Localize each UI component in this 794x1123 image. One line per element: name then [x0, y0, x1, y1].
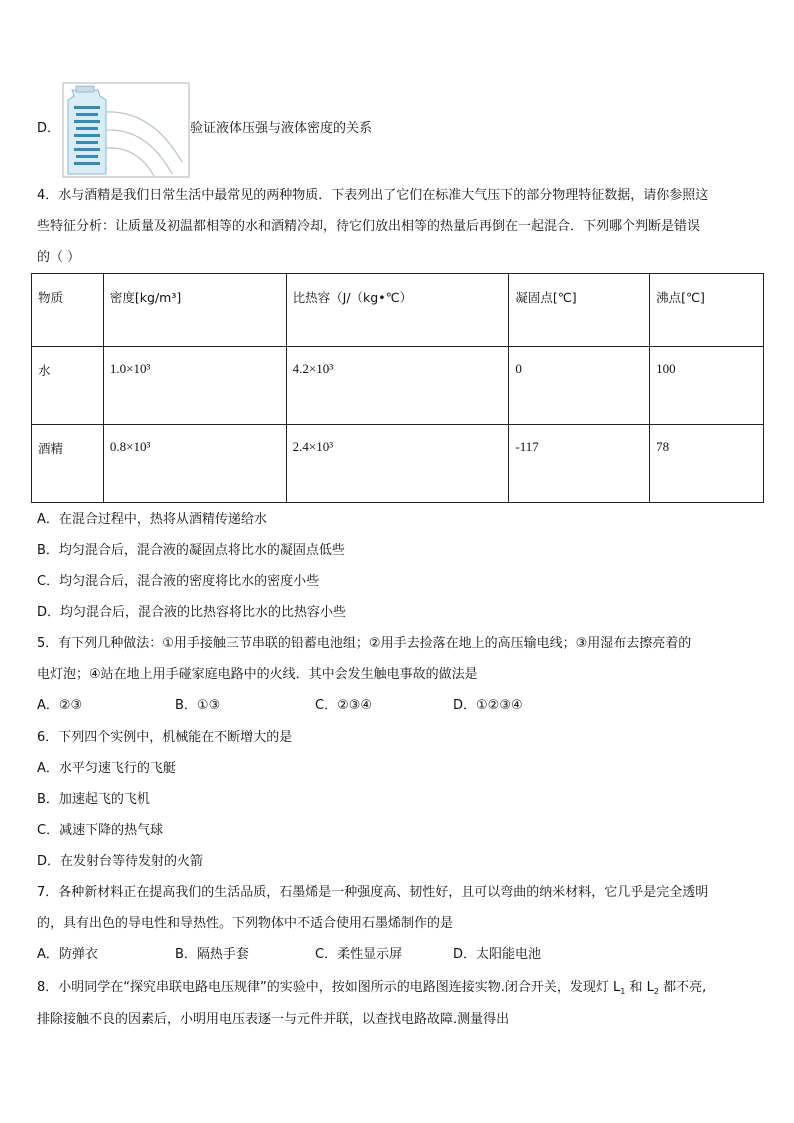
table-header-row	[32, 274, 764, 347]
q4-stem-line3: 的（ ）	[37, 250, 81, 265]
q5-option-c: C．②③④	[315, 698, 373, 713]
q4-stem-line2: 些特征分析：让质量及初温都相等的水和酒精冷却，待它们放出相等的热量后再倒在一起混合．下列哪个判断是错误	[37, 219, 701, 234]
q4-option-b: B．均匀混合后，混合液的凝固点将比水的凝固点低些	[37, 543, 345, 558]
q7-stem-line2: 的，具有出色的导电性和导热性。下列物体中不适合使用石墨烯制作的是	[37, 916, 454, 931]
table-cell: 1.0×10³	[103, 347, 286, 425]
q8-sub-1: 1	[620, 987, 626, 996]
table-cell: 0	[509, 347, 650, 425]
bottle-experiment-figure	[62, 82, 190, 178]
table-cell: -117	[509, 425, 650, 503]
q5-option-b: B．①③	[175, 698, 221, 713]
q6-option-c: C．减速下降的热气球	[37, 823, 164, 838]
q5-stem-line2: 电灯泡；④站在地上用手碰家庭电路中的火线．其中会发生触电事故的做法是	[37, 667, 478, 682]
table-cell: 4.2×10³	[286, 347, 509, 425]
q8-text-b: 和 L	[625, 980, 654, 995]
q3-option-d-text: 验证液体压强与液体密度的关系	[190, 121, 373, 136]
q4-option-c: C．均匀混合后，混合液的密度将比水的密度小些	[37, 574, 320, 589]
table-header-cell: 比热容（J/（kg•℃）	[286, 274, 509, 347]
q6-option-b: B．加速起飞的飞机	[37, 792, 150, 807]
table-header-cell: 沸点[℃]	[650, 274, 764, 347]
table-cell: 水	[32, 347, 104, 425]
table-row	[32, 425, 764, 503]
table-cell: 2.4×10³	[286, 425, 509, 503]
table-row	[32, 347, 764, 425]
q6-stem: 6．下列四个实例中，机械能在不断增大的是	[37, 730, 293, 745]
q7-option-b: B．隔热手套	[175, 947, 249, 962]
properties-table	[31, 273, 764, 503]
q8-text-a: 8．小明同学在“探究串联电路电压规律”的实验中，按如图所示的电路图连接实物.闭合开关，发现灯 L	[37, 980, 621, 995]
table-cell: 78	[650, 425, 764, 503]
q8-stem-line2: 排除接触不良的因素后，小明用电压表逐一与元件并联，以查找电路故障.测量得出	[37, 1012, 510, 1027]
table-header-cell: 凝固点[℃]	[509, 274, 650, 347]
q4-option-a: A．在混合过程中，热将从酒精传递给水	[37, 512, 267, 527]
table-header-cell: 密度[kg/m³]	[103, 274, 286, 347]
q6-option-a: A．水平匀速飞行的飞艇	[37, 761, 176, 776]
q6-option-d: D．在发射台等待发射的火箭	[37, 854, 204, 869]
q4-stem-line1: 4．水与酒精是我们日常生活中最常见的两种物质．下表列出了它们在标准大气压下的部分物理特征数据，请你参照这	[37, 188, 709, 203]
q7-stem-line1: 7．各种新材料正在提高我们的生活品质，石墨烯是一种强度高、韧性好，且可以弯曲的纳米材料，它几乎是完全透明	[37, 885, 709, 900]
q5-option-a: A．②③	[37, 698, 83, 713]
q8-sub-2: 2	[653, 987, 659, 996]
q4-option-d: D．均匀混合后，混合液的比热容将比水的比热容小些	[37, 605, 347, 620]
q8-stem-line1	[37, 979, 706, 998]
q7-option-a: A．防弹衣	[37, 947, 98, 962]
table-cell: 0.8×10³	[103, 425, 286, 503]
q7-option-d: D．太阳能电池	[453, 947, 542, 962]
q5-stem-line1: 5．有下列几种做法：①用手接触三节串联的铅蓄电池组；②用手去捡落在地上的高压输电线；③用湿布去擦亮着的	[37, 636, 692, 651]
table-cell: 100	[650, 347, 764, 425]
q8-text-c: 都不亮,	[658, 980, 707, 995]
q5-option-d: D．①②③④	[453, 698, 523, 713]
q3-option-d-letter: D．	[37, 121, 61, 136]
table-cell: 酒精	[32, 425, 104, 503]
table-header-cell: 物质	[32, 274, 104, 347]
q7-option-c: C．柔性显示屏	[315, 947, 403, 962]
